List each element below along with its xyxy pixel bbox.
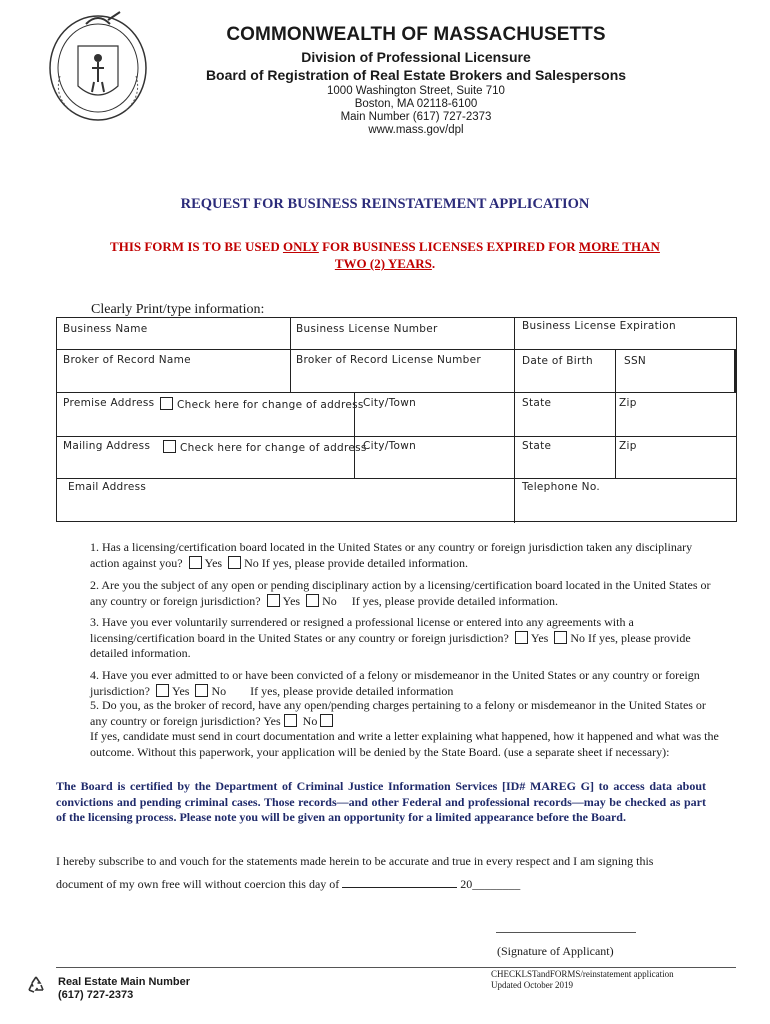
note-part-a: THIS FORM IS TO BE USED — [110, 239, 283, 254]
grid-hline — [57, 436, 736, 437]
footer-rule — [56, 967, 736, 968]
q3-no-label: No If yes, please provide detailed information. — [90, 630, 691, 660]
field-business-license-number[interactable]: Business License Number — [296, 323, 438, 335]
question-3 — [90, 615, 720, 662]
footer-main-label: Real Estate Main Number — [58, 976, 191, 988]
field-ssn[interactable]: SSN — [624, 355, 647, 367]
grid-hline — [57, 349, 736, 350]
field-business-license-expiration[interactable]: Business License Expiration — [522, 320, 676, 332]
q5-text: 5. Do you, as the broker of record, have any open/pending charges pertaining to a felony or misdemeanor in the United States or any country or foreign jurisdiction? — [90, 698, 706, 728]
attestation-line1: I hereby subscribe to and vouch for the statements made herein to be accurate and true in every respect and I am signing this — [56, 854, 654, 868]
question-2 — [90, 578, 720, 609]
grid-hline — [57, 478, 736, 479]
header-address1: 1000 Washington Street, Suite 710 — [327, 85, 505, 97]
field-mailing-zip[interactable]: Zip — [619, 440, 637, 452]
attestation-line2 — [56, 877, 716, 892]
premise-change-checkbox[interactable] — [160, 397, 364, 411]
header-phone: Main Number (617) 727-2373 — [340, 111, 492, 123]
q4-tail: If yes, please provide detailed information — [250, 683, 454, 698]
field-telephone[interactable]: Telephone No. — [522, 481, 600, 493]
recycle-icon — [26, 975, 46, 995]
q5-instructions: If yes, candidate must send in court documentation and write a letter explaining what happened, how it happened and what was the outcome. Without this paperwork, your application will be denied by the State Board. (use a separate sheet if necessary): — [90, 729, 719, 759]
mailing-change-checkbox[interactable] — [163, 440, 367, 454]
premise-change-label: Check here for change of address — [177, 399, 364, 411]
info-grid — [56, 317, 737, 522]
q4-no-label: No — [211, 683, 227, 698]
field-broker-name[interactable]: Broker of Record Name — [63, 354, 191, 366]
header-address2: Boston, MA 02118-6100 — [354, 98, 478, 110]
field-premise-zip[interactable]: Zip — [619, 397, 637, 409]
grid-hline — [57, 392, 736, 393]
q5-yes-checkbox[interactable] — [284, 714, 297, 727]
note-only: ONLY — [282, 239, 319, 254]
signature-line[interactable] — [496, 932, 636, 933]
board-notice: The Board is certified by the Department of Criminal Justice Information Services [ID# MAREG G] to access data about convictions and pending criminal cases. Those records—and other Federal and professional records—may be checked as part of the licensing process. Please note you will be given an opportunity for a limited appearance before the Board. — [56, 779, 706, 824]
checkbox-icon[interactable] — [163, 440, 176, 453]
question-1 — [90, 540, 720, 571]
q4-yes-checkbox[interactable] — [156, 684, 169, 697]
form-title: REQUEST FOR BUSINESS REINSTATEMENT APPLICATION — [180, 196, 590, 212]
form-red-note — [80, 238, 690, 272]
signature-label: (Signature of Applicant) — [497, 944, 614, 958]
field-mailing-state[interactable]: State — [522, 440, 552, 452]
field-premise-state[interactable]: State — [522, 397, 552, 409]
q1-yes-label: Yes — [204, 555, 223, 570]
q4-no-checkbox[interactable] — [195, 684, 208, 697]
q2-no-checkbox[interactable] — [306, 594, 319, 607]
grid-vline — [734, 349, 737, 392]
print-label: Clearly Print/type information: — [91, 302, 265, 317]
field-premise-address[interactable]: Premise Address — [63, 397, 155, 409]
field-mailing-address[interactable]: Mailing Address — [63, 440, 151, 452]
q5-no-label: No — [302, 713, 318, 728]
grid-vline — [615, 349, 616, 478]
header-title: COMMONWEALTH OF MASSACHUSETTS — [226, 24, 606, 45]
field-mailing-city[interactable]: City/Town — [363, 440, 417, 452]
q4-yes-label: Yes — [172, 683, 190, 698]
q4-text: 4. Have you ever admitted to or have been convicted of a felony or misdemeanor in the United States or any country or foreign jurisdiction? — [90, 668, 700, 698]
q3-yes-label: Yes — [530, 630, 549, 645]
footer-main-phone: (617) 727-2373 — [58, 989, 134, 1001]
q5-yes-label: Yes — [263, 713, 281, 728]
question-4 — [90, 668, 720, 699]
field-business-name[interactable]: Business Name — [63, 323, 148, 335]
footer-path: CHECKLSTandFORMS/reinstatement application — [491, 969, 674, 979]
q3-yes-checkbox[interactable] — [515, 631, 528, 644]
q1-no-checkbox[interactable] — [228, 556, 241, 569]
field-date-of-birth[interactable]: Date of Birth — [522, 355, 594, 367]
question-5 — [90, 698, 720, 760]
q1-no-label: No If yes, please provide detailed information. — [244, 555, 469, 570]
year-input[interactable]: 20________ — [460, 877, 521, 891]
q2-tail: If yes, please provide detailed information. — [351, 593, 559, 608]
attestation-text: document of my own free will without coercion this day of — [56, 877, 340, 891]
mailing-change-label: Check here for change of address — [180, 442, 367, 454]
q3-text: 3. Have you ever voluntarily surrendered or resigned a professional license or entered into any agreements with a licensing/certification board in the United States or any country or foreign jurisdiction? — [90, 615, 634, 645]
q2-yes-checkbox[interactable] — [267, 594, 280, 607]
note-end: . — [431, 256, 436, 271]
note-years: TWO (2) YEARS — [334, 256, 432, 271]
massachusetts-seal-icon — [46, 6, 150, 124]
note-more: MORE THAN — [578, 239, 660, 254]
grid-vline — [514, 318, 515, 523]
q1-text: 1. Has a licensing/certification board located in the United States or any country or foreign jurisdiction taken any disciplinary action against you? — [90, 540, 693, 570]
q2-yes-label: Yes — [282, 593, 301, 608]
field-broker-license-number[interactable]: Broker of Record License Number — [296, 354, 482, 366]
footer-doc-info — [491, 969, 674, 991]
note-part-b: FOR BUSINESS LICENSES EXPIRED FOR — [318, 239, 579, 254]
header-division: Division of Professional Licensure — [301, 49, 531, 65]
q2-no-label: No — [322, 593, 337, 608]
day-input[interactable] — [342, 887, 457, 888]
q5-no-checkbox[interactable] — [320, 714, 333, 727]
field-premise-city[interactable]: City/Town — [363, 397, 417, 409]
footer-updated: Updated October 2019 — [491, 980, 573, 990]
q3-no-checkbox[interactable] — [554, 631, 567, 644]
header-website: www.mass.gov/dpl — [368, 124, 464, 136]
field-email[interactable]: Email Address — [68, 481, 147, 493]
header-board: Board of Registration of Real Estate Brokers and Salespersons — [205, 67, 627, 83]
grid-vline — [290, 318, 291, 392]
q2-text: 2. Are you the subject of any open or pending disciplinary action by a licensing/certification board located in the United States or any country or foreign jurisdiction? — [90, 578, 711, 608]
q1-yes-checkbox[interactable] — [189, 556, 202, 569]
checkbox-icon[interactable] — [160, 397, 173, 410]
footer-main-number — [58, 976, 190, 1002]
